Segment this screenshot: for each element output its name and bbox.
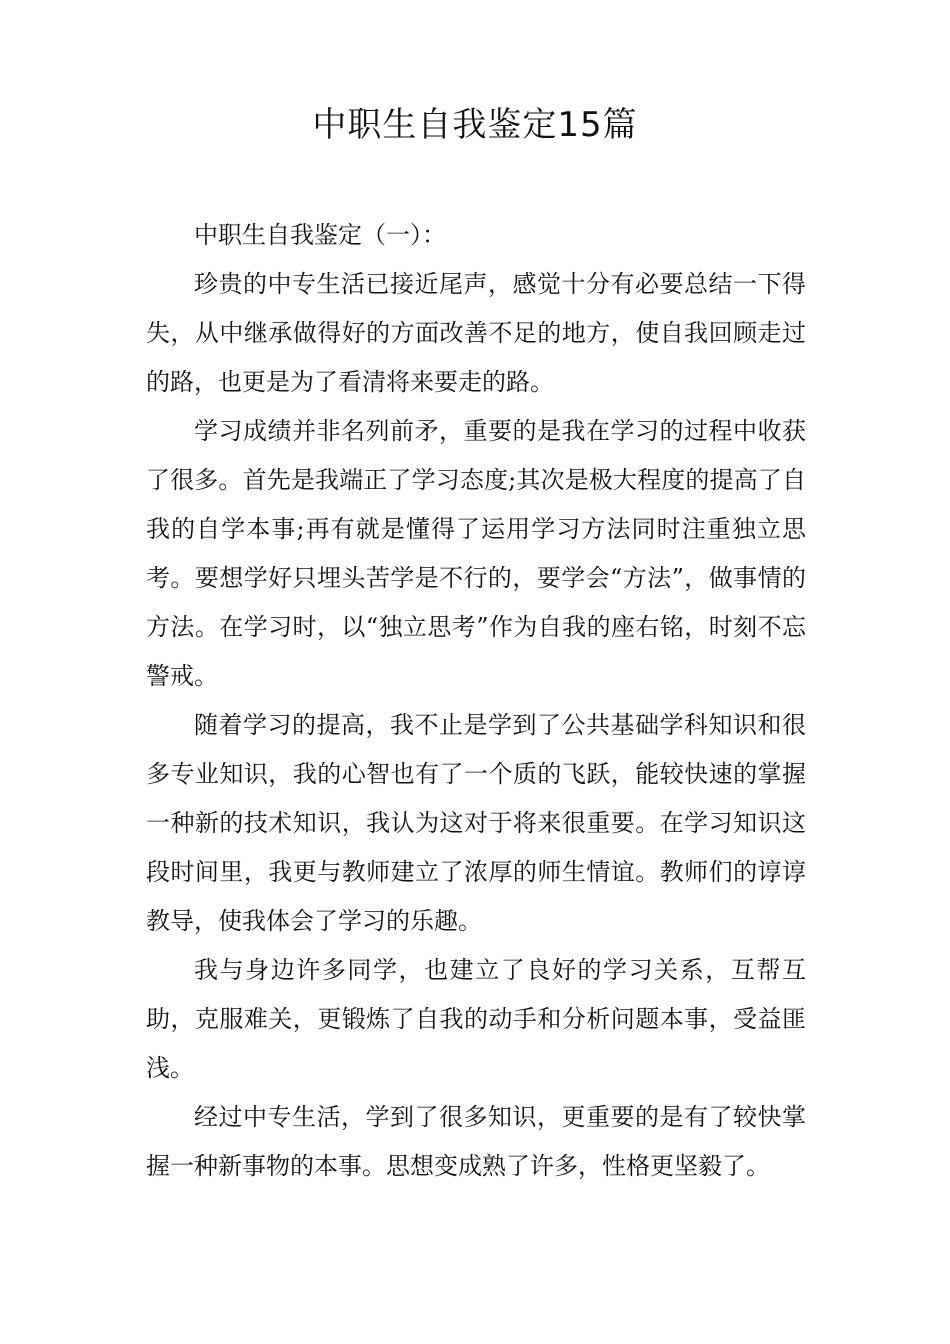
paragraph: 学习成绩并非名列前矛，重要的是我在学习的过程中收获了很多。首先是我端正了学习态度;其次是极大程度的提高了自我的自学本事;再有就是懂得了运用学习方法同时注重独立思考。要想学好只埋头苦学是不行的，要学会“方法”，做事情的方法。在学习时，以“独立思考”作为自我的座右铭，时刻不忘警戒。	[146, 417, 806, 690]
paragraph: 我与身边许多同学，也建立了良好的学习关系，互帮互助，克服难关，更锻炼了自我的动手和分析问题本事，受益匪浅。	[146, 956, 806, 1082]
paragraph: 珍贵的中专生活已接近尾声，感觉十分有必要总结一下得失，从中继承做得好的方面改善不足的地方，使自我回顾走过的路，也更是为了看清将来要走的路。	[146, 270, 806, 396]
document-body	[146, 211, 806, 1191]
page-title: 中职生自我鉴定15篇	[312, 105, 638, 145]
paragraph: 经过中专生活，学到了很多知识，更重要的是有了较快掌握一种新事物的本事。思想变成熟了许多，性格更坚毅了。	[146, 1103, 806, 1180]
paragraph: 随着学习的提高，我不止是学到了公共基础学科知识和很多专业知识，我的心智也有了一个质的飞跃，能较快速的掌握一种新的技术知识，我认为这对于将来很重要。在学习知识这段时间里，我更与教师建立了浓厚的师生情谊。教师们的谆谆教导，使我体会了学习的乐趣。	[146, 711, 806, 935]
section-heading: 中职生自我鉴定（一）：	[194, 221, 446, 249]
